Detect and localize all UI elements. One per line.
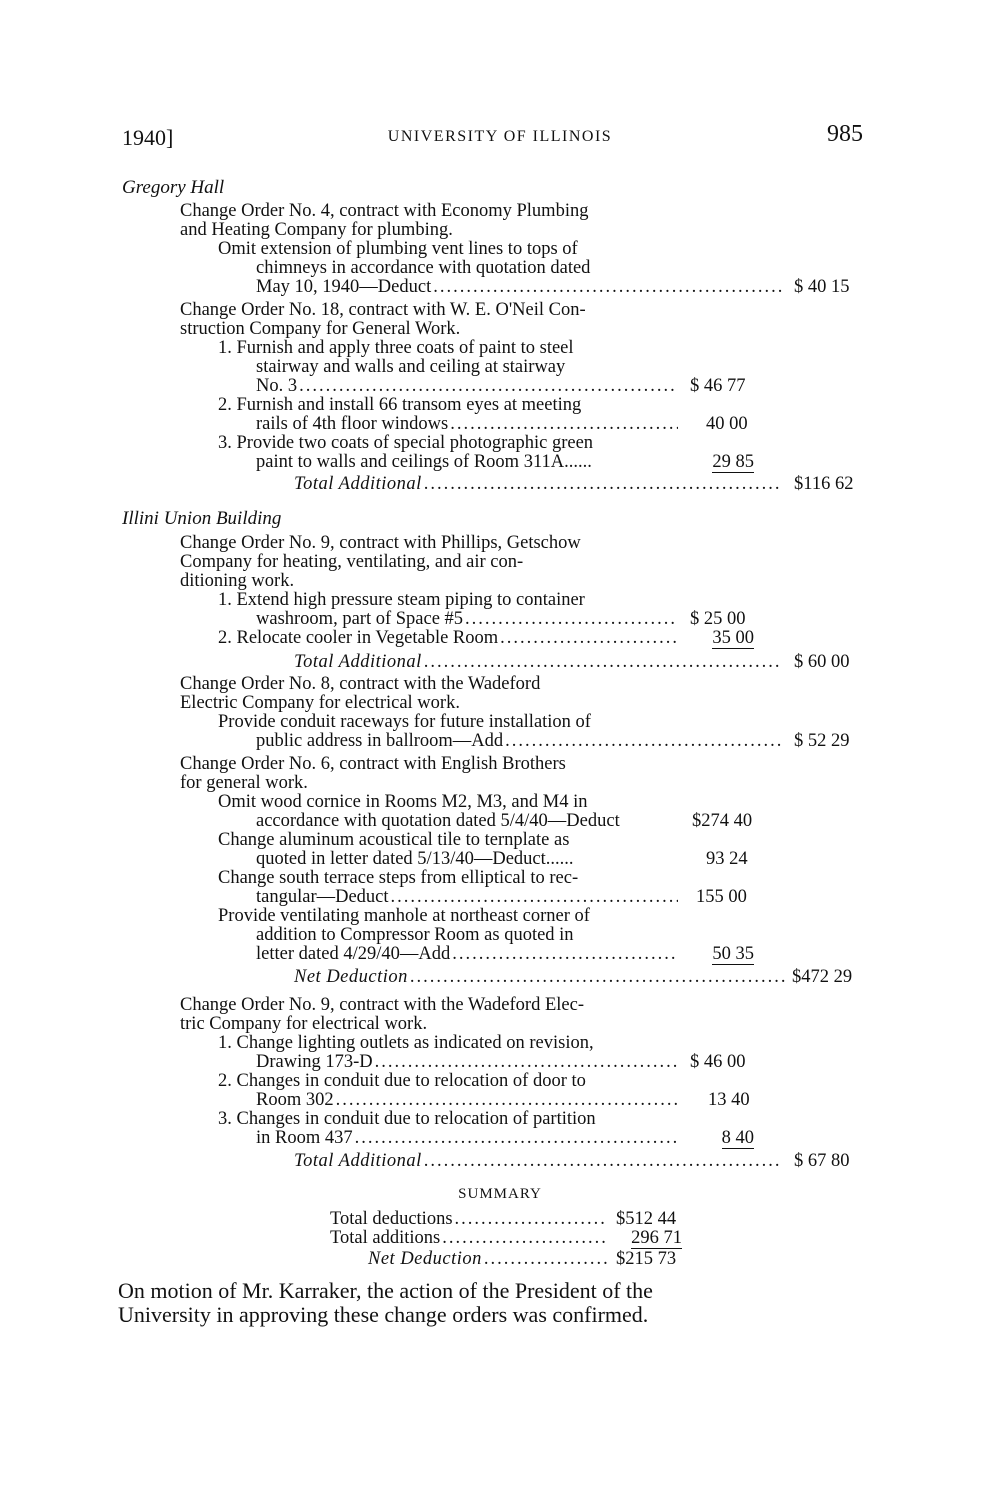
section-heading-gregory-hall: Gregory Hall [122,177,225,198]
gregory-total-line [294,474,784,494]
item-3-text: 3. Provide two coats of special photographic green [218,433,594,453]
partition-conduit-amount-value: 8 40 [721,1128,754,1148]
change-order-6-text: for general work. [180,773,308,793]
union-item-2-amount-value: 35 00 [712,628,754,648]
summary-additions-line [330,1228,610,1248]
union-total-1-amount: $ 60 00 [794,652,850,672]
omit-item-amount: $ 40 15 [794,277,850,297]
header-title: UNIVERSITY OF ILLINOIS [387,128,613,145]
door-conduit-leader-line [256,1090,680,1110]
cornice-item-amount: $274 40 [692,811,753,831]
item-1-text: No. 3 [256,376,298,396]
omit-item-leader-line [256,277,784,297]
terrace-item-text: Change south terrace steps from elliptical to rec- [218,868,579,888]
union-item-2-leader-line [218,628,680,648]
door-conduit-item-text: 2. Changes in conduit due to relocation of door to [218,1071,586,1091]
cornice-item-text: accordance with quotation dated 5/4/40—Deduct [256,811,620,831]
item-3-amount [692,452,754,472]
summary-additions-amount-value: 296 71 [631,1228,682,1248]
change-order-8-leader-line [256,731,784,751]
item-2-text: 2. Furnish and install 66 transom eyes at meeting [218,395,582,415]
union-item-1-text: washroom, part of Space #5 [256,609,464,629]
lighting-item-amount: $ 46 00 [690,1052,746,1072]
union-item-1-amount: $ 25 00 [690,609,746,629]
change-order-8-text: Electric Company for electrical work. [180,693,460,713]
terrace-item-amount: 155 00 [696,887,747,907]
net-deduction-line [294,967,790,987]
union-item-2-amount [692,628,754,648]
item-2-leader-line [256,414,680,434]
item-1-text: stairway and walls and ceiling at stairway [256,357,566,377]
header-year: 1940] [122,125,174,150]
change-order-18-text: struction Company for General Work. [180,319,461,339]
page-number: 985 [827,121,863,147]
summary-deductions-line [330,1209,610,1229]
change-order-9b-text: tric Company for electrical work. [180,1014,428,1034]
change-order-9-text: Company for heating, ventilating, and air con- [180,552,524,572]
change-order-9-text: ditioning work. [180,571,295,591]
manhole-item-amount [692,944,754,964]
summary-additions-amount [616,1228,682,1248]
manhole-item-text: addition to Compressor Room as quoted in [256,925,574,945]
summary-deductions-label: Total deductions [330,1209,453,1229]
tile-item-text: Change aluminum acoustical tile to ternplate as [218,830,570,850]
motion-text-line-1: On motion of Mr. Karraker, the action of the President of the [118,1278,653,1303]
manhole-item-text: letter dated 4/29/40—Add [256,944,451,964]
manhole-item-leader-line [256,944,680,964]
change-order-8-text: public address in ballroom—Add [256,731,504,751]
union-total-1-line [294,652,784,672]
summary-net-line [368,1249,610,1269]
door-conduit-amount: 13 40 [708,1090,750,1110]
manhole-item-amount-value: 50 35 [712,944,754,964]
omit-item-text: May 10, 1940—Deduct [256,277,432,297]
tile-item-amount: 93 24 [706,849,748,869]
item-1-text: 1. Furnish and apply three coats of paint to steel [218,338,574,358]
summary-additions-label: Total additions [330,1228,441,1248]
net-deduction-label: Net Deduction [294,967,408,987]
item-3-text: paint to walls and ceilings of Room 311A...... [256,452,592,472]
change-order-8-amount: $ 52 29 [794,731,850,751]
partition-conduit-item-text: 3. Changes in conduit due to relocation of partition [218,1109,596,1129]
lighting-item-text: 1. Change lighting outlets as indicated on revision, [218,1033,594,1053]
total-label: Total Additional [294,1151,422,1171]
partition-conduit-item-text: in Room 437 [256,1128,353,1148]
change-order-4-text: Change Order No. 4, contract with Economy Plumbing [180,201,589,221]
union-item-1-leader-line [256,609,680,629]
item-1-leader-line [256,376,680,396]
lighting-item-leader-line [256,1052,680,1072]
net-deduction-amount: $472 29 [792,967,853,987]
change-order-6-text: Change Order No. 6, contract with English Brothers [180,754,566,774]
summary-heading: SUMMARY [458,1186,542,1202]
item-2-text: rails of 4th floor windows [256,414,449,434]
section-heading-illini-union: Illini Union Building [122,508,282,529]
door-conduit-item-text: Room 302 [256,1090,334,1110]
union-item-2-text: 2. Relocate cooler in Vegetable Room [218,628,499,648]
lighting-item-text: Drawing 173-D [256,1052,373,1072]
union-total-2-amount: $ 67 80 [794,1151,850,1171]
cornice-item-text: Omit wood cornice in Rooms M2, M3, and M4 in [218,792,588,812]
total-label: Total Additional [294,474,422,494]
change-order-18-text: Change Order No. 18, contract with W. E. O'Neil Con- [180,300,586,320]
omit-item-text: Omit extension of plumbing vent lines to tops of [218,239,578,259]
summary-net-amount: $215 73 [616,1249,677,1269]
item-1-amount: $ 46 77 [690,376,746,396]
manhole-item-text: Provide ventilating manhole at northeast corner of [218,906,590,926]
change-order-8-text: Provide conduit raceways for future installation of [218,712,591,732]
change-order-8-text: Change Order No. 8, contract with the Wadeford [180,674,541,694]
omit-item-text: chimneys in accordance with quotation dated [256,258,591,278]
union-total-2-line [294,1151,784,1171]
change-order-4-text: and Heating Company for plumbing. [180,220,453,240]
tile-item-text: quoted in letter dated 5/13/40—Deduct...... [256,849,574,869]
total-label: Total Additional [294,652,422,672]
partition-conduit-amount [692,1128,754,1148]
change-order-9b-text: Change Order No. 9, contract with the Wadeford Elec- [180,995,584,1015]
gregory-total-amount: $116 62 [794,474,854,494]
item-3-amount-value: 29 85 [712,452,754,472]
partition-conduit-leader-line [256,1128,680,1148]
union-item-1-text: 1. Extend high pressure steam piping to container [218,590,585,610]
item-2-amount: 40 00 [706,414,748,434]
terrace-item-leader-line [256,887,680,907]
motion-text-line-2: University in approving these change orders was confirmed. [118,1302,649,1327]
change-order-9-text: Change Order No. 9, contract with Phillips, Getschow [180,533,581,553]
summary-net-label: Net Deduction [368,1249,482,1269]
terrace-item-text: tangular—Deduct [256,887,389,907]
summary-deductions-amount: $512 44 [616,1209,677,1229]
